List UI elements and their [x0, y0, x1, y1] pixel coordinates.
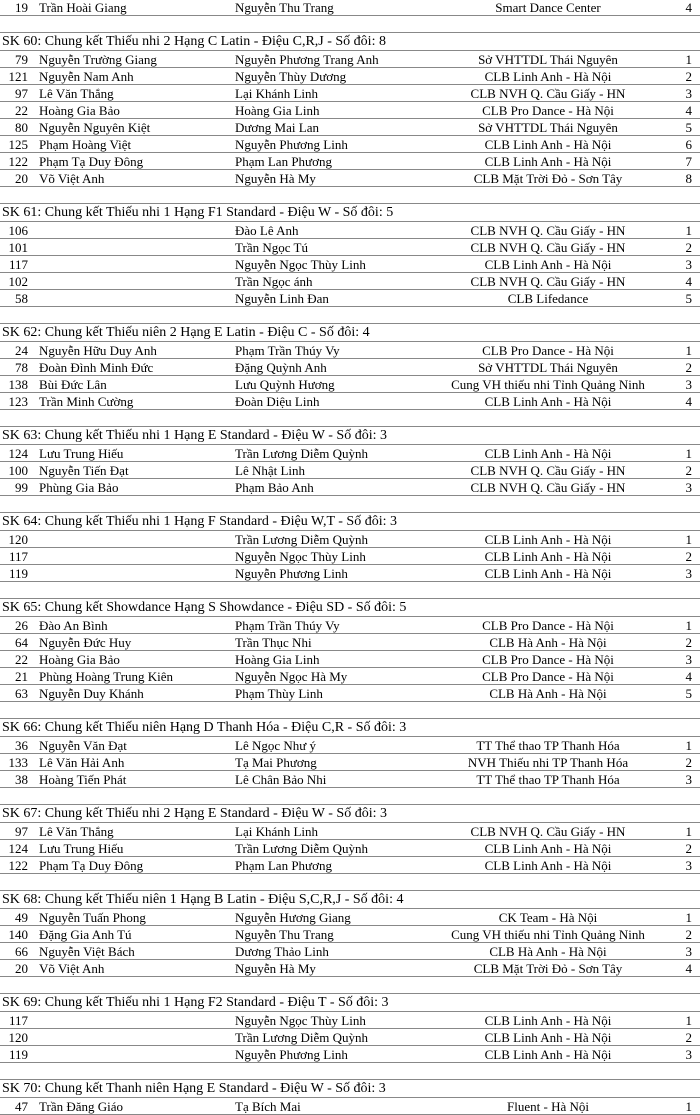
partner-2-name: Nguyễn Ngọc Thùy Linh: [235, 257, 366, 272]
event-title: SK 60: Chung kết Thiếu nhi 2 Hạng C Latin - Điệu C,R,J - Số đôi: 8: [0, 32, 700, 51]
result-row: [0, 634, 700, 651]
event-title: SK 64: Chung kết Thiếu nhi 1 Hạng F Standard - Điệu W,T - Số đôi: 3: [0, 512, 700, 531]
event-section: [0, 890, 700, 977]
competitor-number: 121: [8, 69, 28, 84]
club-name: CLB Linh Anh - Hà Nội: [484, 394, 612, 409]
club-name: CLB Hà Anh - Hà Nội: [489, 944, 607, 959]
partner-2-name: Nguyễn Phương Linh: [235, 1047, 348, 1062]
club-name: CLB Lifedance: [507, 291, 589, 306]
placement: 1: [685, 532, 692, 547]
competitor-number: 26: [15, 618, 28, 633]
event-section: [0, 1079, 700, 1115]
club-name: CLB Pro Dance - Hà Nội: [482, 103, 614, 118]
partner-2-name: Trần Ngọc Tú: [235, 240, 308, 255]
placement: 1: [685, 910, 692, 925]
competitor-number: 106: [8, 223, 28, 238]
partner-2-name: Hoàng Gia Linh: [235, 103, 320, 118]
event-section: [0, 718, 700, 788]
partner-2-name: Đặng Quỳnh Anh: [235, 360, 327, 375]
result-row: [0, 119, 700, 136]
event-title: SK 70: Chung kết Thanh niên Hạng E Standard - Điệu W - Số đôi: 3: [0, 1079, 700, 1098]
partner-2-name: Lê Ngọc Như ý: [235, 738, 317, 753]
club-name: CLB Linh Anh - Hà Nội: [484, 69, 612, 84]
placement: 1: [685, 1013, 692, 1028]
club-name: TT Thể thao TP Thanh Hóa: [476, 772, 620, 787]
club-name: Smart Dance Center: [495, 0, 601, 15]
partner-1-name: Võ Việt Anh: [39, 961, 105, 976]
partner-1-name: Phạm Hoàng Việt: [39, 137, 132, 152]
competitor-number: 80: [15, 120, 28, 135]
club-name: CLB Linh Anh - Hà Nội: [484, 566, 612, 581]
placement: 7: [685, 154, 692, 169]
partner-2-name: Nguyễn Hà My: [235, 171, 316, 186]
club-name: CLB Linh Anh - Hà Nội: [484, 446, 612, 461]
competitor-number: 22: [15, 103, 28, 118]
placement: 2: [685, 755, 692, 770]
club-name: CLB Linh Anh - Hà Nội: [484, 549, 612, 564]
placement: 4: [685, 103, 692, 118]
competitor-number: 119: [8, 1047, 28, 1062]
competitor-number: 58: [15, 291, 28, 306]
result-row: [0, 857, 700, 874]
competitor-number: 124: [8, 446, 28, 461]
result-row: [0, 85, 700, 102]
club-name: CLB NVH Q. Cầu Giấy - HN: [470, 274, 626, 289]
result-row: [0, 737, 700, 754]
partner-1-name: Lê Văn Thắng: [39, 824, 114, 839]
partner-2-name: Nguyễn Thùy Dương: [235, 69, 347, 84]
placement: 3: [685, 480, 692, 495]
club-name: CLB Linh Anh - Hà Nội: [484, 841, 612, 856]
partner-2-name: Nguyễn Hương Giang: [235, 910, 351, 925]
club-name: CLB Linh Anh - Hà Nội: [484, 858, 612, 873]
result-row: [0, 548, 700, 565]
placement: 5: [685, 291, 692, 306]
partner-2-name: Đào Lê Anh: [235, 223, 299, 238]
club-name: CLB Hà Anh - Hà Nội: [489, 635, 607, 650]
partner-2-name: Lưu Quỳnh Hương: [235, 377, 335, 392]
partner-1-name: Phạm Tạ Duy Đông: [39, 154, 144, 169]
partner-1-name: Lưu Trung Hiếu: [39, 841, 124, 856]
club-name: Sở VHTTDL Thái Nguyên: [478, 120, 618, 135]
placement: 3: [685, 86, 692, 101]
partner-2-name: Nguyễn Thu Trang: [235, 0, 334, 15]
event-section: [0, 323, 700, 410]
competitor-number: 78: [15, 360, 28, 375]
result-row: [0, 823, 700, 840]
competitor-number: 47: [15, 1099, 28, 1114]
partner-2-name: Lê Nhật Linh: [235, 463, 306, 478]
competitor-number: 19: [15, 0, 28, 15]
competitor-number: 124: [8, 841, 28, 856]
partner-1-name: Đoàn Đình Minh Đức: [39, 360, 154, 375]
club-name: CLB Linh Anh - Hà Nội: [484, 137, 612, 152]
competitor-number: 117: [8, 1013, 28, 1028]
partner-2-name: Tạ Mai Phương: [235, 755, 317, 770]
partner-2-name: Nguyễn Phương Trang Anh: [235, 52, 379, 67]
result-row: [0, 1012, 700, 1029]
competitor-number: 122: [8, 858, 28, 873]
partner-2-name: Lại Khánh Linh: [235, 824, 319, 839]
result-row: [0, 651, 700, 668]
partner-1-name: Lê Văn Thắng: [39, 86, 114, 101]
club-name: CLB NVH Q. Cầu Giấy - HN: [470, 463, 626, 478]
partner-1-name: Nguyễn Việt Bách: [39, 944, 135, 959]
placement: 4: [685, 0, 692, 15]
partner-2-name: Trần Lương Diễm Quỳnh: [235, 446, 368, 461]
result-row: [0, 51, 700, 68]
placement: 3: [685, 566, 692, 581]
event-title: SK 67: Chung kết Thiếu nhi 2 Hạng E Standard - Điệu W - Số đôi: 3: [0, 804, 700, 823]
club-name: CLB Pro Dance - Hà Nội: [482, 669, 614, 684]
competitor-number: 138: [8, 377, 28, 392]
result-row: [0, 462, 700, 479]
club-name: CLB Pro Dance - Hà Nội: [482, 343, 614, 358]
partner-1-name: Nguyễn Hữu Duy Anh: [39, 343, 157, 358]
placement: 2: [685, 360, 692, 375]
partner-2-name: Dương Mai Lan: [235, 120, 319, 135]
club-name: CLB Linh Anh - Hà Nội: [484, 1013, 612, 1028]
club-name: CLB Hà Anh - Hà Nội: [489, 686, 607, 701]
club-name: CLB NVH Q. Cầu Giấy - HN: [470, 480, 626, 495]
partner-1-name: Nguyễn Duy Khánh: [39, 686, 144, 701]
club-name: TT Thể thao TP Thanh Hóa: [476, 738, 620, 753]
club-name: CLB NVH Q. Cầu Giấy - HN: [470, 824, 626, 839]
partner-2-name: Nguyễn Phương Linh: [235, 137, 348, 152]
result-row: [0, 531, 700, 548]
partner-2-name: Đoàn Diệu Linh: [235, 394, 320, 409]
result-row: [0, 0, 700, 16]
club-name: CLB Linh Anh - Hà Nội: [484, 257, 612, 272]
result-row: [0, 617, 700, 634]
partner-2-name: Trần Lương Diễm Quỳnh: [235, 841, 368, 856]
partner-1-name: Phùng Gia Bảo: [39, 480, 119, 495]
competitor-number: 36: [15, 738, 28, 753]
partner-2-name: Hoàng Gia Linh: [235, 652, 320, 667]
result-row: [0, 222, 700, 239]
partner-2-name: Trần Lương Diễm Quỳnh: [235, 1030, 368, 1045]
result-row: [0, 256, 700, 273]
partner-2-name: Nguyễn Linh Đan: [235, 291, 329, 306]
competitor-number: 64: [15, 635, 28, 650]
club-name: CLB Mặt Trời Đỏ - Sơn Tây: [473, 961, 623, 976]
result-row: [0, 445, 700, 462]
partner-1-name: Bùi Đức Lân: [39, 377, 107, 392]
competitor-number: 99: [15, 480, 28, 495]
event-section: [0, 993, 700, 1063]
partner-2-name: Dương Thảo Linh: [235, 944, 329, 959]
partner-2-name: Phạm Trần Thúy Vy: [235, 618, 340, 633]
partner-2-name: Phạm Trần Thúy Vy: [235, 343, 340, 358]
result-row: [0, 102, 700, 119]
placement: 2: [685, 463, 692, 478]
placement: 3: [685, 858, 692, 873]
result-row: [0, 376, 700, 393]
placement: 3: [685, 1047, 692, 1062]
result-row: [0, 909, 700, 926]
partner-2-name: Nguyễn Thu Trang: [235, 927, 334, 942]
result-row: [0, 393, 700, 410]
partner-2-name: Trần Lương Diễm Quỳnh: [235, 532, 368, 547]
event-section: [0, 203, 700, 307]
partner-1-name: Hoàng Tiến Phát: [39, 772, 127, 787]
placement: 3: [685, 652, 692, 667]
competitor-number: 97: [15, 824, 28, 839]
partner-1-name: Hoàng Gia Bảo: [39, 652, 120, 667]
partner-2-name: Nguyễn Phương Linh: [235, 566, 348, 581]
partner-1-name: Phạm Tạ Duy Đông: [39, 858, 144, 873]
result-row: [0, 170, 700, 187]
competitor-number: 24: [15, 343, 28, 358]
placement: 2: [685, 240, 692, 255]
competitor-number: 79: [15, 52, 28, 67]
competitor-number: 38: [15, 772, 28, 787]
partner-2-name: Phạm Lan Phương: [235, 154, 332, 169]
placement: 1: [685, 223, 692, 238]
competitor-number: 140: [8, 927, 28, 942]
result-row: [0, 960, 700, 977]
placement: 4: [685, 274, 692, 289]
placement: 3: [685, 772, 692, 787]
club-name: Cung VH thiếu nhi Tỉnh Quảng Ninh: [451, 927, 645, 942]
event-title: SK 65: Chung kết Showdance Hạng S Showdance - Điệu SD - Số đôi: 5: [0, 598, 700, 617]
partner-1-name: Phùng Hoàng Trung Kiên: [39, 669, 173, 684]
partner-1-name: Hoàng Gia Bảo: [39, 103, 120, 118]
result-row: [0, 1046, 700, 1063]
club-name: CLB Linh Anh - Hà Nội: [484, 532, 612, 547]
placement: 1: [685, 618, 692, 633]
competitor-number: 102: [8, 274, 28, 289]
placement: 3: [685, 944, 692, 959]
result-row: [0, 943, 700, 960]
event-section: [0, 804, 700, 874]
result-row: [0, 771, 700, 788]
partner-2-name: Trần Ngọc ánh: [235, 274, 313, 289]
club-name: CLB Linh Anh - Hà Nội: [484, 1030, 612, 1045]
club-name: Sở VHTTDL Thái Nguyên: [478, 360, 618, 375]
club-name: CLB Linh Anh - Hà Nội: [484, 1047, 612, 1062]
partner-1-name: Đặng Gia Anh Tú: [39, 927, 132, 942]
placement: 2: [685, 549, 692, 564]
result-row: [0, 273, 700, 290]
partner-1-name: Trần Minh Cường: [39, 394, 134, 409]
placement: 2: [685, 927, 692, 942]
placement: 4: [685, 394, 692, 409]
event-title: SK 68: Chung kết Thiếu niên 1 Hạng B Latin - Điệu S,C,R,J - Số đôi: 4: [0, 890, 700, 909]
partner-2-name: Trần Thục Nhi: [235, 635, 312, 650]
placement: 3: [685, 377, 692, 392]
event-title: SK 61: Chung kết Thiếu nhi 1 Hạng F1 Standard - Điệu W - Số đôi: 5: [0, 203, 700, 222]
result-row: [0, 136, 700, 153]
result-row: [0, 754, 700, 771]
partner-2-name: Phạm Thùy Linh: [235, 686, 323, 701]
placement: 4: [685, 669, 692, 684]
club-name: CLB Mặt Trời Đỏ - Sơn Tây: [473, 171, 623, 186]
partner-1-name: Lưu Trung Hiếu: [39, 446, 124, 461]
placement: 1: [685, 52, 692, 67]
partner-2-name: Phạm Bảo Anh: [235, 480, 314, 495]
partner-2-name: Nguyễn Hà My: [235, 961, 316, 976]
competitor-number: 122: [8, 154, 28, 169]
partner-1-name: Nguyễn Tiến Đạt: [39, 463, 129, 478]
result-row: [0, 68, 700, 85]
partner-1-name: Nguyễn Nguyên Kiệt: [39, 120, 151, 135]
result-row: [0, 153, 700, 170]
placement: 8: [685, 171, 692, 186]
partner-1-name: Trần Hoài Giang: [39, 0, 127, 15]
competitor-number: 66: [15, 944, 28, 959]
result-row: [0, 1029, 700, 1046]
result-row: [0, 290, 700, 307]
partner-1-name: Nguyễn Văn Đạt: [39, 738, 127, 753]
club-name: CLB Linh Anh - Hà Nội: [484, 154, 612, 169]
event-title: SK 69: Chung kết Thiếu nhi 1 Hạng F2 Standard - Điệu T - Số đôi: 3: [0, 993, 700, 1012]
partner-1-name: Đào An Bình: [39, 618, 108, 633]
competitor-number: 22: [15, 652, 28, 667]
result-row: [0, 239, 700, 256]
result-row: [0, 926, 700, 943]
competitor-number: 120: [8, 1030, 28, 1045]
placement: 5: [685, 120, 692, 135]
competitor-number: 97: [15, 86, 28, 101]
club-name: CLB NVH Q. Cầu Giấy - HN: [470, 86, 626, 101]
partner-1-name: Trần Đăng Giáo: [39, 1099, 124, 1114]
placement: 2: [685, 635, 692, 650]
result-row: [0, 840, 700, 857]
event-section: [0, 32, 700, 187]
club-name: Fluent - Hà Nội: [507, 1099, 589, 1114]
partner-2-name: Lại Khánh Linh: [235, 86, 319, 101]
partner-2-name: Nguyễn Ngọc Thùy Linh: [235, 549, 366, 564]
club-name: NVH Thiếu nhi TP Thanh Hóa: [467, 755, 629, 770]
club-name: CLB NVH Q. Cầu Giấy - HN: [470, 223, 626, 238]
result-row: [0, 565, 700, 582]
partner-1-name: Nguyễn Trường Giang: [39, 52, 157, 67]
club-name: CLB NVH Q. Cầu Giấy - HN: [470, 240, 626, 255]
partner-2-name: Tạ Bích Mai: [235, 1099, 301, 1114]
competitor-number: 123: [8, 394, 28, 409]
competitor-number: 120: [8, 532, 28, 547]
competitor-number: 63: [15, 686, 28, 701]
placement: 1: [685, 1099, 692, 1114]
placement: 6: [685, 137, 692, 152]
club-name: CLB Pro Dance - Hà Nội: [482, 618, 614, 633]
competitor-number: 21: [15, 669, 28, 684]
event-sections: [0, 32, 700, 1115]
event-section: [0, 512, 700, 582]
result-row: [0, 668, 700, 685]
competitor-number: 119: [8, 566, 28, 581]
placement: 2: [685, 69, 692, 84]
placement: 1: [685, 738, 692, 753]
partner-1-name: Lê Văn Hải Anh: [39, 755, 125, 770]
partner-2-name: Nguyễn Ngọc Thùy Linh: [235, 1013, 366, 1028]
result-row: [0, 1098, 700, 1115]
competitor-number: 101: [8, 240, 28, 255]
competitor-number: 20: [15, 171, 28, 186]
competitor-number: 100: [8, 463, 28, 478]
partner-1-name: Võ Việt Anh: [39, 171, 105, 186]
event-section: [0, 598, 700, 702]
club-name: CK Team - Hà Nội: [498, 910, 598, 925]
partner-1-name: Nguyễn Đức Huy: [39, 635, 132, 650]
partner-2-name: Nguyễn Ngọc Hà My: [235, 669, 348, 684]
result-row: [0, 342, 700, 359]
club-name: Cung VH thiếu nhi Tỉnh Quảng Ninh: [451, 377, 645, 392]
placement: 2: [685, 1030, 692, 1045]
event-section: [0, 426, 700, 496]
placement: 2: [685, 841, 692, 856]
club-name: CLB Pro Dance - Hà Nội: [482, 652, 614, 667]
result-row: [0, 359, 700, 376]
partner-2-name: Lê Chân Bảo Nhi: [235, 772, 327, 787]
competitor-number: 117: [8, 549, 28, 564]
result-row: [0, 479, 700, 496]
placement: 5: [685, 686, 692, 701]
placement: 4: [685, 961, 692, 976]
placement: 1: [685, 446, 692, 461]
club-name: Sở VHTTDL Thái Nguyên: [478, 52, 618, 67]
result-row: [0, 685, 700, 702]
competitor-number: 125: [8, 137, 28, 152]
event-title: SK 62: Chung kết Thiếu niên 2 Hạng E Latin - Điệu C - Số đôi: 4: [0, 323, 700, 342]
event-title: SK 63: Chung kết Thiếu nhi 1 Hạng E Standard - Điệu W - Số đôi: 3: [0, 426, 700, 445]
competitor-number: 49: [15, 910, 28, 925]
partner-1-name: Nguyễn Nam Anh: [39, 69, 134, 84]
partner-1-name: Nguyễn Tuấn Phong: [39, 910, 146, 925]
competitor-number: 133: [8, 755, 28, 770]
placement: 3: [685, 257, 692, 272]
competitor-number: 20: [15, 961, 28, 976]
partner-2-name: Phạm Lan Phương: [235, 858, 332, 873]
event-title: SK 66: Chung kết Thiếu niên Hạng D Thanh Hóa - Điệu C,R - Số đôi: 3: [0, 718, 700, 737]
placement: 1: [685, 343, 692, 358]
competitor-number: 117: [8, 257, 28, 272]
placement: 1: [685, 824, 692, 839]
